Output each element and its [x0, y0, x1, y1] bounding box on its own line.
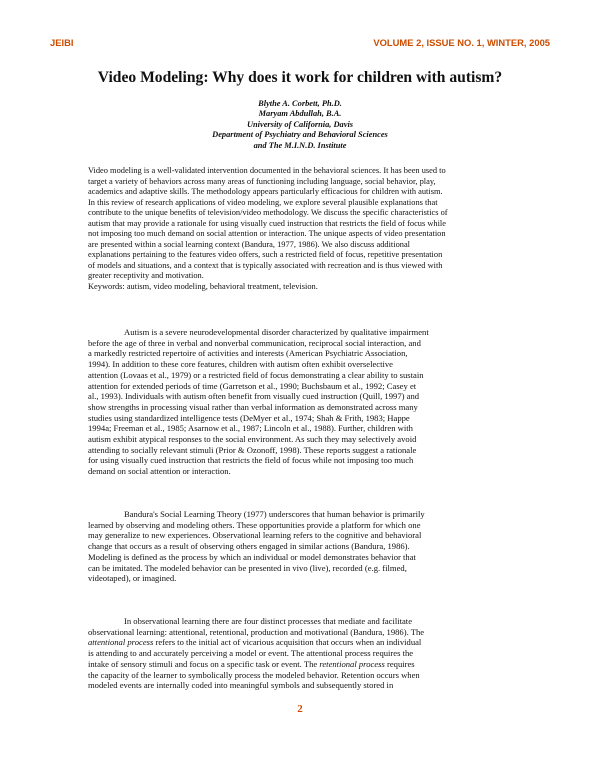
paragraph-line: modeled events are internally coded into meaningful symbols and subsequently stored in — [88, 680, 394, 691]
paragraph-line — [88, 637, 528, 648]
paragraph-line: a markedly restricted repertoire of activities and interests (American Psychiatric Association, — [88, 348, 408, 359]
abstract-line: greater receptivity and motivation. — [88, 271, 204, 281]
paragraph-text: intake of sensory stimuli and focus on a specific task or event. The — [88, 658, 320, 669]
retentional-process-term: retentional process — [319, 658, 385, 669]
affiliation-line: and The M.I.N.D. Institute — [253, 140, 347, 150]
abstract-line: target a variety of behaviors across many areas of functioning including language, social behavior, play, — [88, 176, 436, 186]
paragraph-line: is attending to and accurately perceiving a model or event. The attentional process requires the — [88, 648, 414, 659]
journal-name: JEIBI — [50, 37, 74, 48]
abstract — [88, 166, 520, 293]
article-title: Video Modeling: Why does it work for children with autism? — [97, 69, 503, 86]
author-block — [60, 99, 540, 151]
paragraph-line: can be imitated. The modeled behavior can be presented in vivo (live), recorded (e.g. filmed, — [88, 562, 407, 573]
paragraph-line: the capacity of the learner to symbolically process the modeled behavior. Retention occurs when — [88, 669, 420, 680]
abstract-line: not imposing too much demand on social attention or interaction. The unique aspects of video presentation — [88, 229, 446, 239]
paragraph-text: refers to the initial act of vicarious acquisition that occurs when an individual — [153, 637, 422, 648]
paragraph-line: Modeling is defined as the process by which an individual or model demonstrates behavior that — [88, 551, 416, 562]
abstract-line: In this review of research applications of video modeling, we explore several plausible explanations that — [88, 197, 438, 207]
issue-info: VOLUME 2, ISSUE NO. 1, WINTER, 2005 — [373, 37, 550, 48]
paragraph-text: requires — [384, 658, 415, 669]
paragraph-line: show strengths in processing visual rather than verbal information as demonstrated across many — [88, 401, 418, 412]
affiliation-line: Department of Psychiatry and Behavioral Sciences — [212, 130, 388, 140]
paragraph-line: demand on social attention or interaction. — [88, 466, 231, 477]
affiliation-line: University of California, Davis — [246, 119, 354, 129]
attentional-process-term: attentional process — [88, 637, 154, 648]
body-paragraph-2 — [88, 509, 528, 584]
paragraph-line: studies using standardized intelligence tests (DeMyer et al., 1974; Shah & Frith, 1983; Happe — [88, 412, 410, 423]
abstract-line: autism that may provide a rationale for using visually cued instruction that restricts the field of focus while — [88, 218, 446, 228]
paragraph-line: learned by observing and modeling others. These opportunities provide a platform for which one — [88, 519, 421, 530]
abstract-line: explanations pertaining to the features video offers, such a restricted field of focus, repetitive presentation — [88, 250, 443, 260]
body-paragraph-3 — [88, 616, 528, 691]
author-line: Blythe A. Corbett, Ph.D. — [258, 99, 342, 108]
paragraph-line: attention for extended periods of time (Garretson et al., 1990; Buchsbaum et al., 1992; Casey et — [88, 380, 417, 391]
paragraph-line: for using visually cued instruction that restricts the field of focus while not imposing too much — [88, 455, 414, 466]
author-line: Maryam Abdullah, B.A. — [258, 109, 342, 119]
paragraph-line: Bandura's Social Learning Theory (1977) underscores that human behavior is primarily — [124, 509, 425, 519]
abstract-line: academics and adaptive skills. The methodology appears particularly efficacious for children with autism. — [88, 187, 443, 197]
paragraph-line: before the age of three in verbal and nonverbal communication, reciprocal social interaction, and — [88, 337, 421, 348]
paragraph-line: attention (Lovaas et al., 1979) or a restricted field of focus demonstrating a clear ability to sustain — [88, 369, 424, 380]
paragraph-line: attending to socially relevant stimuli (Prior & Ozonoff, 1998). These reports suggest a rationale — [88, 444, 417, 455]
paragraph-line — [88, 659, 528, 670]
paragraph-line: autism exhibit atypical responses to the social environment. As such they may selectively avoid — [88, 434, 417, 445]
body-paragraph-1 — [88, 327, 528, 477]
paragraph-line: 1994). In addition to these core features, children with autism often exhibit overselective — [88, 359, 393, 370]
paragraph-line: In observational learning there are four distinct processes that mediate and facilitate — [124, 616, 413, 626]
paragraph-line: observational learning: attentional, retentional, production and motivational (Bandura, 1986). The — [88, 626, 425, 637]
paragraph-line: change that occurs as a result of observing others engaged in similar actions (Bandura, 1986). — [88, 541, 410, 552]
running-head — [50, 37, 550, 51]
page-number: 2 — [297, 703, 303, 715]
abstract-line: of models and situations, and a context that is typically associated with recreation and is thus viewed with — [88, 260, 443, 270]
abstract-line: are presented within a social learning context (Bandura, 1977, 1986). We also discuss additional — [88, 239, 410, 249]
paragraph-line: videotaped), or imagined. — [88, 573, 177, 584]
paragraph-line: al., 1993). Individuals with autism often benefit from visually cued instruction (Quill, 1997) and — [88, 391, 420, 402]
paragraph-line: may generalize to new experiences. Observational learning refers to the cognitive and behavioral — [88, 530, 422, 541]
abstract-line: contribute to the unique benefits of television/video methodology. We discuss the specific characteristics of — [88, 208, 448, 218]
paragraph-line: Autism is a severe neurodevelopmental disorder characterized by qualitative impairment — [124, 327, 429, 337]
paragraph-line: 1994a; Freeman et al., 1985; Asarnow et al., 1987; Lincoln et al., 1988). Further, children with — [88, 423, 413, 434]
abstract-line: Video modeling is a well-validated intervention documented in the behavioral sciences. It has been used to — [88, 166, 446, 175]
keywords: Keywords: autism, video modeling, behavioral treatment, television. — [88, 282, 318, 292]
